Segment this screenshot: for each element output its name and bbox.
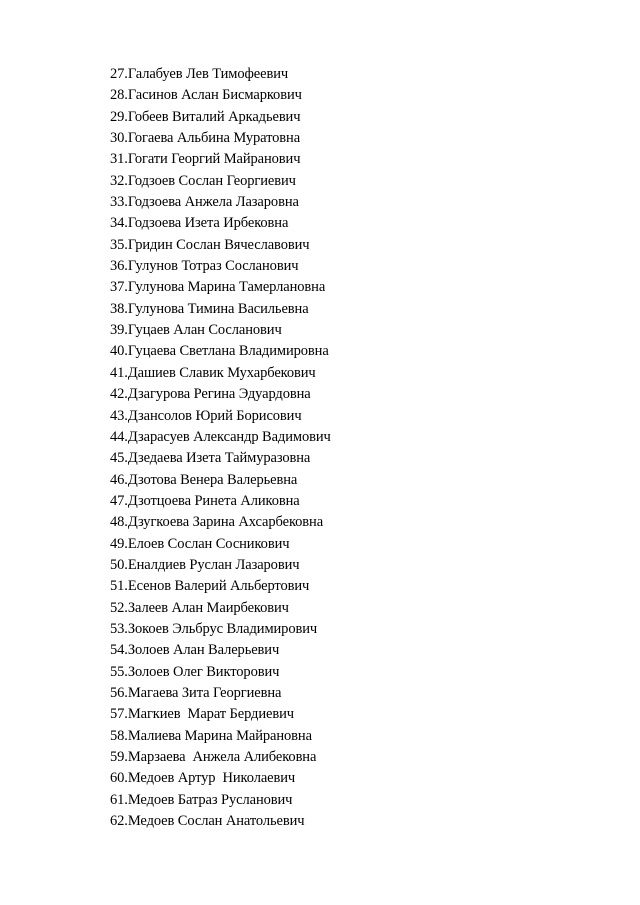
list-item [110, 768, 331, 789]
list-item [110, 747, 331, 768]
list-item [110, 213, 331, 234]
list-item-name: Дзагурова Регина Эдуардовна [127, 386, 311, 403]
list-item-number: 36. [110, 258, 128, 275]
list-item-name: Гулунова Тимина Васильевна [127, 300, 309, 317]
list-item-number: 61. [110, 791, 128, 808]
list-item-number: 44. [110, 428, 128, 445]
list-item [110, 341, 331, 362]
list-item [110, 171, 331, 192]
list-item-number: 59. [110, 749, 128, 765]
list-item-name: Гуцаева Светлана Владимировна [127, 343, 329, 360]
list-item [110, 107, 331, 128]
list-item-name: Гобеев Виталий Аркадьевич [127, 108, 301, 125]
list-item-number: 47. [110, 492, 128, 509]
list-item-name: Медоев Батраз Русланович [127, 791, 293, 808]
list-item-name: Медоев Артур Николаевич [127, 770, 296, 787]
list-item [110, 64, 331, 85]
list-item-name: Марзаева Анжела Алибековна [127, 749, 317, 765]
list-item-name: Гогаева Альбина Муратовна [127, 130, 301, 147]
list-item [110, 534, 331, 555]
list-item-number: 43. [110, 407, 128, 424]
list-item-number: 50. [110, 556, 128, 573]
list-item-number: 52. [110, 599, 128, 616]
list-item-name: Медоев Сослан Анатольевич [127, 813, 305, 830]
list-item [110, 598, 331, 619]
list-item-number: 58. [110, 727, 128, 744]
list-item [110, 470, 331, 491]
list-item-number: 45. [110, 450, 128, 467]
list-item [110, 299, 331, 320]
list-item-name: Дашиев Славик Мухарбекович [127, 364, 316, 381]
list-item-name: Есенов Валерий Альбертович [127, 578, 310, 595]
list-item [110, 576, 331, 597]
list-item-name: Еналдиев Руслан Лазарович [127, 556, 300, 573]
list-item [110, 448, 331, 469]
list-item [110, 704, 331, 725]
list-item [110, 512, 331, 533]
list-item-number: 38. [110, 300, 128, 317]
list-item-number: 32. [110, 172, 128, 189]
list-item [110, 384, 331, 405]
list-item-number: 49. [110, 535, 128, 552]
list-item-name: Дзотцоева Ринета Аликовна [127, 492, 300, 509]
list-item-name: Гогати Георгий Майранович [127, 151, 301, 168]
list-item [110, 277, 331, 298]
list-item [110, 491, 331, 512]
list-item-name: Дзарасуев Александр Вадимович [127, 428, 331, 445]
list-item-number: 31. [110, 151, 128, 168]
list-item [110, 640, 331, 661]
list-item [110, 555, 331, 576]
list-item-name: Дзугкоева Зарина Ахсарбековна [127, 514, 324, 531]
list-item-number: 33. [110, 194, 128, 211]
list-item [110, 662, 331, 683]
list-item-number: 42. [110, 386, 128, 403]
list-item-number: 35. [110, 236, 128, 253]
list-item-name: Галабуев Лев Тимофеевич [127, 66, 289, 82]
list-item [110, 726, 331, 747]
list-item-name: Дзедаева Изета Таймуразовна [127, 450, 311, 467]
list-item-number: 28. [110, 87, 128, 104]
list-item-name: Гулунов Тотраз Сосланович [127, 258, 299, 275]
list-item-number: 54. [110, 642, 128, 659]
list-item-number: 39. [110, 322, 128, 339]
list-item [110, 619, 331, 640]
list-item-number: 53. [110, 620, 128, 637]
list-item-name: Магаева Зита Георгиевна [127, 684, 282, 701]
list-item-number: 41. [110, 364, 128, 381]
list-item-name: Елоев Сослан Сосникович [127, 535, 290, 552]
list-item-name: Дзансолов Юрий Борисович [127, 407, 302, 424]
list-item-number: 56. [110, 684, 128, 701]
list-item [110, 811, 331, 832]
list-item-name: Зокоев Эльбрус Владимирович [127, 620, 318, 637]
list-item-name: Гасинов Аслан Бисмаркович [127, 87, 302, 104]
list-item-name: Годзоева Изета Ирбековна [127, 215, 289, 232]
list-item [110, 128, 331, 149]
list-item [110, 85, 331, 106]
list-item [110, 427, 331, 448]
list-item-name: Дзотова Венера Валерьевна [127, 471, 298, 488]
list-item-number: 37. [110, 279, 128, 296]
list-item-number: 51. [110, 578, 128, 595]
list-item [110, 683, 331, 704]
list-item-name: Малиева Марина Майрановна [127, 727, 312, 744]
list-item-number: 30. [110, 130, 128, 147]
list-item [110, 192, 331, 213]
list-item-number: 60. [110, 770, 128, 787]
name-list [110, 64, 331, 832]
list-item-number: 46. [110, 471, 128, 488]
list-item-name: Золоев Олег Викторович [127, 663, 280, 680]
list-item-number: 40. [110, 343, 128, 360]
list-item [110, 320, 331, 341]
list-item [110, 235, 331, 256]
list-item-number: 62. [110, 813, 128, 830]
list-item-number: 34. [110, 215, 128, 232]
list-item-name: Залеев Алан Маирбекович [127, 599, 289, 616]
list-item [110, 406, 331, 427]
list-item-name: Годзоева Анжела Лазаровна [127, 194, 299, 211]
list-item-name: Золоев Алан Валерьевич [127, 642, 280, 659]
list-item-name: Гуцаев Алан Сосланович [127, 322, 282, 339]
list-item-number: 57. [110, 706, 128, 723]
list-item-number: 27. [110, 66, 128, 82]
list-item-name: Магкиев Марат Бердиевич [127, 706, 294, 723]
list-item-name: Гулунова Марина Тамерлановна [127, 279, 326, 296]
list-item [110, 363, 331, 384]
list-item [110, 149, 331, 170]
list-item [110, 256, 331, 277]
list-item-number: 55. [110, 663, 128, 680]
list-item [110, 790, 331, 811]
list-item-name: Годзоев Сослан Георгиевич [127, 172, 296, 189]
list-item-number: 48. [110, 514, 128, 531]
list-item-name: Гридин Сослан Вячеславович [127, 236, 310, 253]
list-item-number: 29. [110, 108, 128, 125]
